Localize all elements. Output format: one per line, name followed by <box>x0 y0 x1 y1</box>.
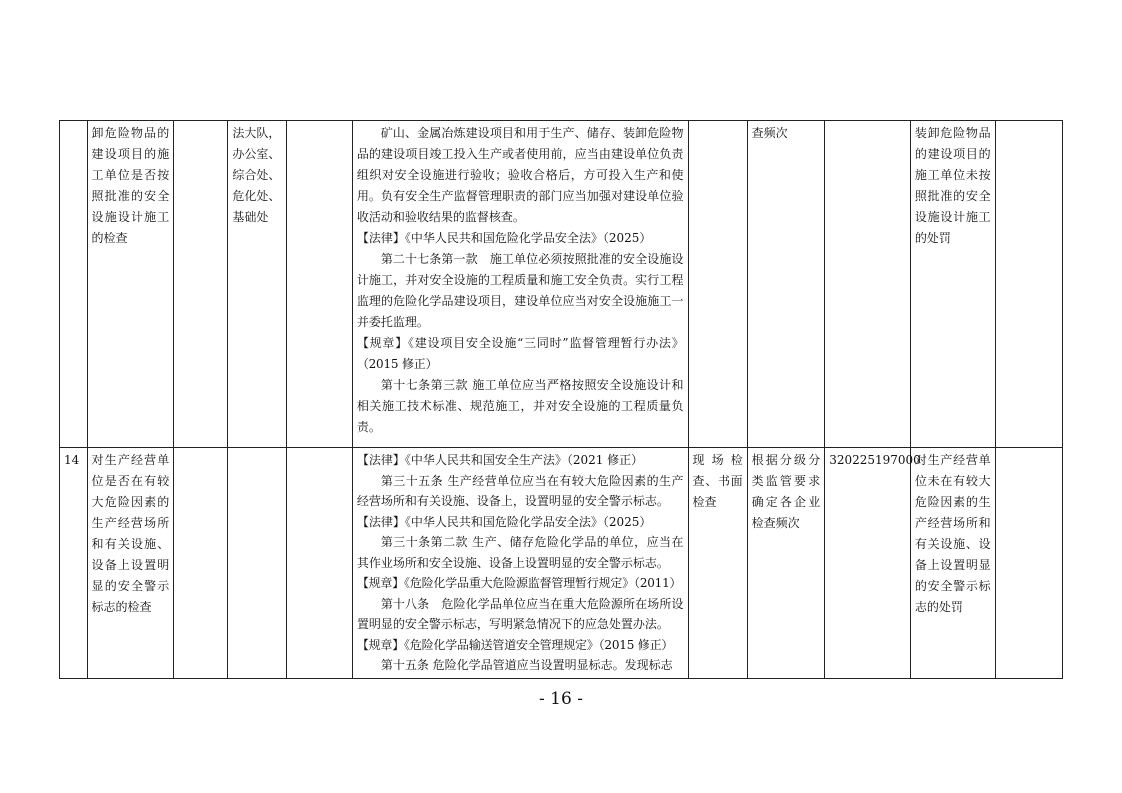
basis-heading: 【法律】《中华人民共和国危险化学品安全法》（2025） <box>356 514 652 529</box>
basis-article: 第十八条 危险化学品单位应当在重大危险源所在场所设置明显的安全警示标志，写明紧急情况下的应急处置办法。 <box>356 596 684 631</box>
subject-cell <box>174 448 228 679</box>
basis-article: 第三十五条 生产经营单位应当在有较大危险因素的生产经营场所和有关设施、设备上，设置明显的安全警示标志。 <box>356 473 684 508</box>
remark-cell <box>995 448 1062 679</box>
basis-article: 第二十七条第一款 施工单位必须按照批准的安全设施设计施工，并对安全设施的工程质量和施工安全负责。实行工程监理的危险化学品建设项目，建设单位应当对安全设施施工一并委托监理。 <box>356 252 684 329</box>
basis-heading: 【规章】《建设项目安全设施“三同时”监督管理暂行办法》（2015 修正） <box>356 336 684 371</box>
code-cell <box>825 121 911 448</box>
empty-cell <box>286 448 352 679</box>
basis-article: 第十五条 危险化学品管道应当设置明显标志。发现标志 <box>380 658 673 672</box>
basis-heading: 【规章】《危险化学品输送管道安全管理规定》（2015 修正） <box>356 637 674 652</box>
basis-heading: 【法律】《中华人民共和国安全生产法》（2021 修正） <box>356 453 644 467</box>
penalty-cell: 装卸危险物品的建设项目的施工单位未按照批准的安全设施设计施工的处罚 <box>910 121 995 448</box>
table-row <box>60 121 1063 448</box>
basis-heading: 【规章】《危险化学品重大危险源监督管理暂行规定》（2011） <box>356 576 682 590</box>
row-number <box>60 121 88 448</box>
method-cell <box>688 121 747 448</box>
department-cell <box>228 448 286 679</box>
penalty-cell: 对生产经营单位未在有较大危险因素的生产经营场所和有关设施、设备上设置明显的安全警示标志的处罚 <box>910 448 995 679</box>
method-cell: 现场检查、书面检查 <box>688 448 747 679</box>
remark-cell <box>995 121 1062 448</box>
basis-article: 第三十条第二款 生产、储存危险化学品的单位，应当在其作业场所和安全设施、设备上设置明显的安全警示标志。 <box>356 535 684 570</box>
basis-heading: 【法律】《中华人民共和国危险化学品安全法》（2025） <box>356 231 652 245</box>
frequency-cell: 查频次 <box>747 121 825 448</box>
row-number: 14 <box>60 448 88 679</box>
subject-cell <box>174 121 228 448</box>
table-row <box>60 448 1063 679</box>
basis-article: 第十七条第三款 施工单位应当严格按照安全设施设计和相关施工技术标准、规范施工，并对安全设施的工程质量负责。 <box>356 378 684 434</box>
department-cell: 法大队，办公室、综合处、危化处、基础处 <box>228 121 286 448</box>
frequency-cell: 根据分级分类监管要求确定各企业检查频次 <box>747 448 825 679</box>
inspection-table <box>59 120 1063 679</box>
legal-basis <box>352 448 688 679</box>
empty-cell <box>286 121 352 448</box>
page-number: - 16 - <box>539 689 583 709</box>
inspection-item: 对生产经营单位是否在有较大危险因素的生产经营场所和有关设施、设备上设置明显的安全警示标志的检查 <box>87 448 174 679</box>
basis-article: 矿山、金属冶炼建设项目和用于生产、储存、装卸危险物品的建设项目竣工投入生产或者使用前，应当由建设单位负责组织对安全设施进行验收；验收合格后，方可投入生产和使用。负有安全生产监督管理职责的部门应当加强对建设单位验收活动和验收结果的监督核查。 <box>356 126 684 224</box>
inspection-item: 卸危险物品的建设项目的施工单位是否按照批准的安全设施设计施工的检查 <box>87 121 174 448</box>
code-cell: 320225197000 <box>825 448 911 679</box>
legal-basis <box>352 121 688 448</box>
